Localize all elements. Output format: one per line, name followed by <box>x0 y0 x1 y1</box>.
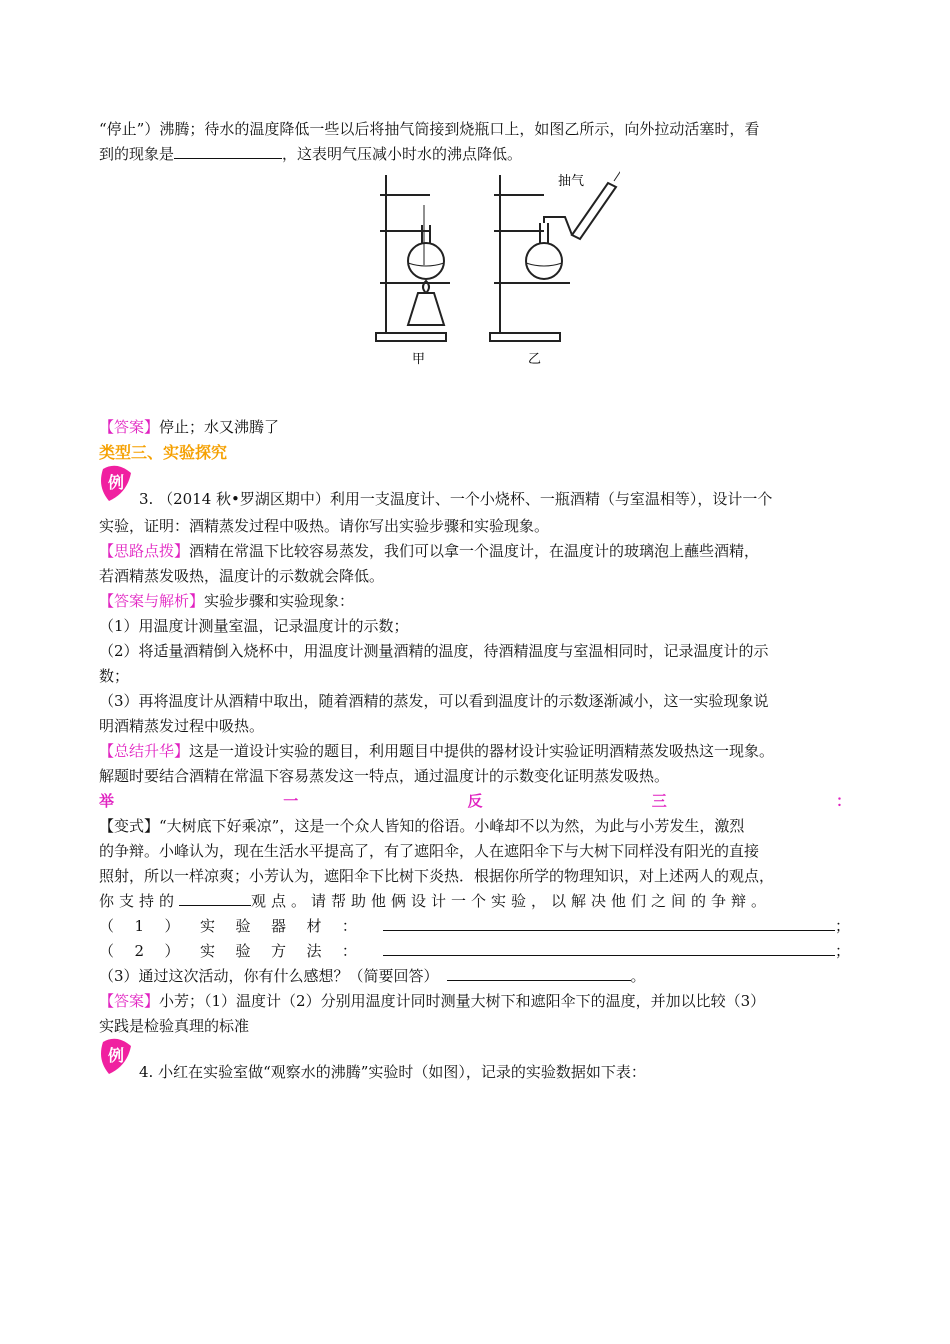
answer-tag: 【答案】 <box>99 992 160 1010</box>
text-line: （3）再将温度计从酒精中取出，随着酒精的蒸发，可以看到温度计的示数逐渐减小，这一实验现象说 <box>99 692 769 710</box>
text-line: 若酒精蒸发吸热，温度计的示数就会降低。 <box>99 567 385 585</box>
example-badge-icon <box>97 1036 137 1076</box>
answer-line <box>99 991 851 1011</box>
text-line <box>99 891 851 911</box>
text-line: 3. （2014 秋•罗湖区期中）利用一支温度计、一个小烧杯、一瓶酒精（与室温相等），设计一个 <box>139 490 773 508</box>
text: 酒精在常温下比较容易蒸发，我们可以拿一个温度计，在温度计的玻璃泡上蘸些酒精， <box>189 542 760 560</box>
text: 停止；水又沸腾了 <box>159 418 280 436</box>
text: 小芳；（1）温度计（2）分别用温度计同时测量大树下和遮阳伞下的温度，并加以比较（3） <box>159 992 766 1010</box>
text: 实验步骤和实验现象： <box>204 592 355 610</box>
question-2-line <box>99 941 851 961</box>
char: （ <box>99 942 115 960</box>
question-3-line <box>99 966 851 986</box>
answer-blank <box>174 144 282 159</box>
text-line: 的争辩。小峰认为，现在生活水平提高了，有了遮阳伞，人在遮阳伞下与大树下同样没有阳光的直接 <box>99 842 760 860</box>
char: 器 <box>270 917 286 935</box>
text: ，这表明气压减小时水的沸点降低。 <box>282 145 523 163</box>
char: 验 <box>235 942 251 960</box>
analysis-line <box>99 591 851 611</box>
label-pump: 抽气 <box>558 174 585 189</box>
text-line: 4. 小红在实验室做“观察水的沸腾”实验时（如图），记录的实验数据如下表： <box>139 1063 646 1081</box>
text-line: 实验，证明：酒精蒸发过程中吸热。请你写出实验步骤和实验现象。 <box>99 517 550 535</box>
char: 一 <box>283 792 299 810</box>
char: （ <box>99 917 115 935</box>
answer-line <box>99 417 851 437</box>
example-badge-icon <box>97 463 137 503</box>
text: ； <box>835 917 851 935</box>
text: 到的现象是 <box>99 145 175 163</box>
text-line: （1）用温度计测量室温，记录温度计的示数； <box>99 617 409 635</box>
summary-line <box>99 741 851 761</box>
char: ： <box>341 917 357 935</box>
char: 材 <box>306 917 322 935</box>
summary-tag: 【总结升华】 <box>99 742 190 760</box>
text-line: 照射，所以一样凉爽；小芳认为，遮阳伞下比树下炎热．根据你所学的物理知识，对上述两人的观点， <box>99 867 775 885</box>
text: （3）通过这次活动，你有什么感想？（简要回答） <box>99 967 439 985</box>
char: ： <box>835 792 851 810</box>
char: ） <box>164 942 180 960</box>
text-line <box>99 144 851 164</box>
char: ） <box>164 917 180 935</box>
answer-blank <box>179 891 251 906</box>
label-jia: 甲 <box>412 352 426 367</box>
char: 举 <box>99 792 115 810</box>
variant-tag: 【变式】 <box>99 817 160 835</box>
apparatus-figure <box>360 165 620 370</box>
text: 。 <box>630 967 646 985</box>
text-line: （2）将适量酒精倒入烧杯中，用温度计测量酒精的温度，待酒精温度与室温相同时，记录温度计的示 <box>99 642 769 660</box>
text: 你支持的 <box>99 892 180 910</box>
text: 这是一道设计实验的题目，利用题目中提供的器材设计实验证明酒精蒸发吸热这一现象。 <box>189 742 775 760</box>
svg-text:例: 例 <box>108 473 125 492</box>
text-line: 数； <box>99 667 130 685</box>
text: ； <box>835 942 851 960</box>
text-line: 明酒精蒸发过程中吸热。 <box>99 717 265 735</box>
hint-tag: 【思路点拨】 <box>99 542 190 560</box>
char: 验 <box>235 917 251 935</box>
hint-line <box>99 541 851 561</box>
char: 实 <box>199 917 215 935</box>
char: 三 <box>651 792 667 810</box>
answer-blank <box>383 941 835 956</box>
answer-blank <box>383 916 835 931</box>
text-line: 解题时要结合酒精在常温下容易蒸发这一特点，通过温度计的示数变化证明蒸发吸热。 <box>99 767 670 785</box>
char: ： <box>341 942 357 960</box>
section-heading: 类型三、实验探究 <box>99 443 228 462</box>
answer-blank <box>447 966 631 981</box>
answer-tag: 【答案】 <box>99 418 160 436</box>
text: “大树底下好乘凉”，这是一个众人皆知的俗语。小峰却不以为然，为此与小芳发生，激烈 <box>159 817 745 835</box>
text-line: “停止”）沸腾；待水的温度降低一些以后将抽气筒接到烧瓶口上，如图乙所示，向外拉动活塞时，看 <box>99 120 760 138</box>
char: 反 <box>467 792 483 810</box>
text: 观点。请帮助他俩设计一个实验，以解决他们之间的争辩。 <box>251 892 772 910</box>
extend-heading <box>99 791 851 811</box>
variant-line <box>99 816 851 836</box>
char: 1 <box>134 917 145 935</box>
char: 实 <box>199 942 215 960</box>
svg-text:例: 例 <box>108 1046 125 1065</box>
char: 2 <box>134 942 145 960</box>
question-1-line <box>99 916 851 936</box>
label-yi: 乙 <box>528 352 542 367</box>
text-line: 实践是检验真理的标准 <box>99 1017 250 1035</box>
char: 法 <box>306 942 322 960</box>
char: 方 <box>270 942 286 960</box>
analysis-tag: 【答案与解析】 <box>99 592 205 610</box>
